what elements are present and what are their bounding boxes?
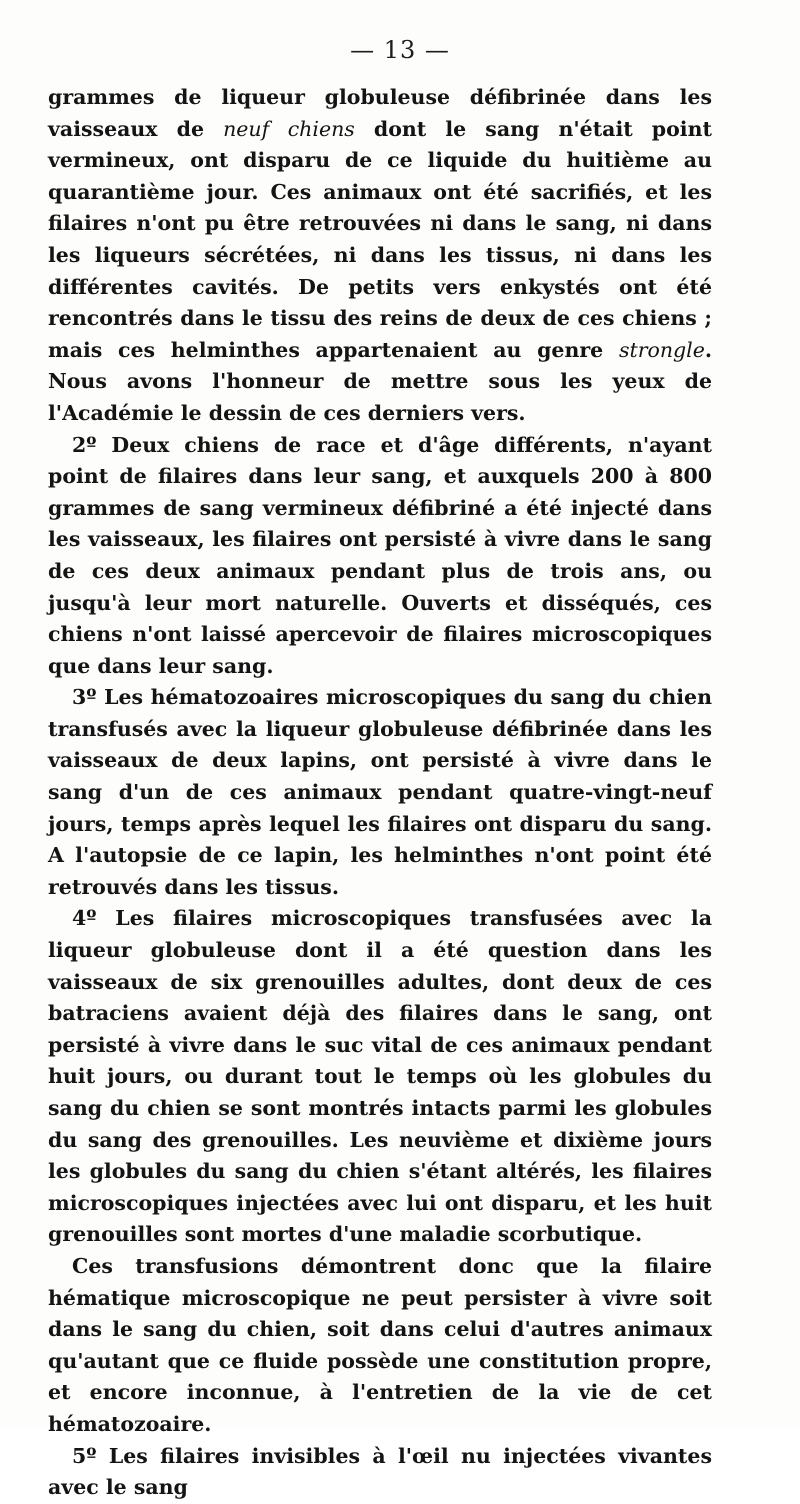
paragraph-1-italic-strongle: strongle — [618, 337, 705, 362]
paragraph-2: 2º Deux chiens de race et d'âge différents, n'ayant point de filaires dans leur sang, et auxquels 200 à 800 grammes de sang vermineux défibriné a été injecté dans les vaisseaux, les filaires ont persisté à vivre dans le sang de ces deux animaux pendant plus de trois ans, ou jusqu'à leur mort naturelle. Ouverts et disséqués, ces chiens n'ont laissé apercevoir de filaires microscopiques que dans leur sang. — [48, 432, 712, 678]
paragraph-4: 4º Les filaires microscopiques transfusées avec la liqueur globuleuse dont il a été question dans les vaisseaux de six grenouilles adultes, dont deux de ces batraciens avaient déjà des filaires dans le sang, ont persisté à vivre dans le suc vital de ces animaux pendant huit jours, ou durant tout le temps où les globules du sang du chien se sont montrés intacts parmi les globules du sang des grenouilles. Les neuvième et dixième jours les globules du sang du chien s'étant altérés, les filaires microscopiques injectées avec lui ont disparu, et les huit grenouilles sont mortes d'une maladie scorbutique. — [48, 906, 712, 1247]
paragraph-6: 5º Les filaires invisibles à l'œil nu injectées vivantes avec le sang — [48, 1443, 712, 1500]
paragraph-1-end: . Nous avons l'honneur de mettre sous les yeux de l'Académie le dessin de ces derniers vers. — [48, 337, 712, 425]
page-number: — 13 — — [350, 36, 450, 64]
paragraph-1-start: grammes de liqueur globuleuse défibrinée dans les vaisseaux de — [48, 85, 712, 141]
paragraph-5: Ces transfusions démontrent donc que la filaire hématique microscopique ne peut persister à vivre soit dans le sang du chien, soit dans celui d'autres animaux qu'autant que ce fluide possède une constitution propre, et encore inconnue, à l'entretien de la vie de cet hématozoaire. — [48, 1253, 712, 1436]
paragraph-1 — [48, 82, 712, 430]
paragraph-1-middle: dont le sang n'était point vermineux, ont disparu de ce liquide du huitième au quarantième jour. Ces animaux ont été sacrifiés, et les filaires n'ont pu être retrouvées ni dans le sang, ni dans les liqueurs sécrétées, ni dans les tissus, ni dans les différentes cavités. De petits vers enkystés ont été rencontrés dans le tissu des reins de deux de ces chiens ; mais ces helminthes appartenaient au genre — [48, 116, 712, 362]
paragraph-1-italic-neuf-chiens: neuf chiens — [223, 116, 355, 141]
body-text — [48, 82, 712, 1504]
paragraph-3: 3º Les hématozoaires microscopiques du sang du chien transfusés avec la liqueur globuleuse défibrinée dans les vaisseaux de deux lapins, ont persisté à vivre dans le sang d'un de ces animaux pendant quatre-vingt-neuf jours, temps après lequel les filaires ont disparu du sang. A l'autopsie de ce lapin, les helminthes n'ont point été retrouvés dans les tissus. — [48, 685, 712, 899]
